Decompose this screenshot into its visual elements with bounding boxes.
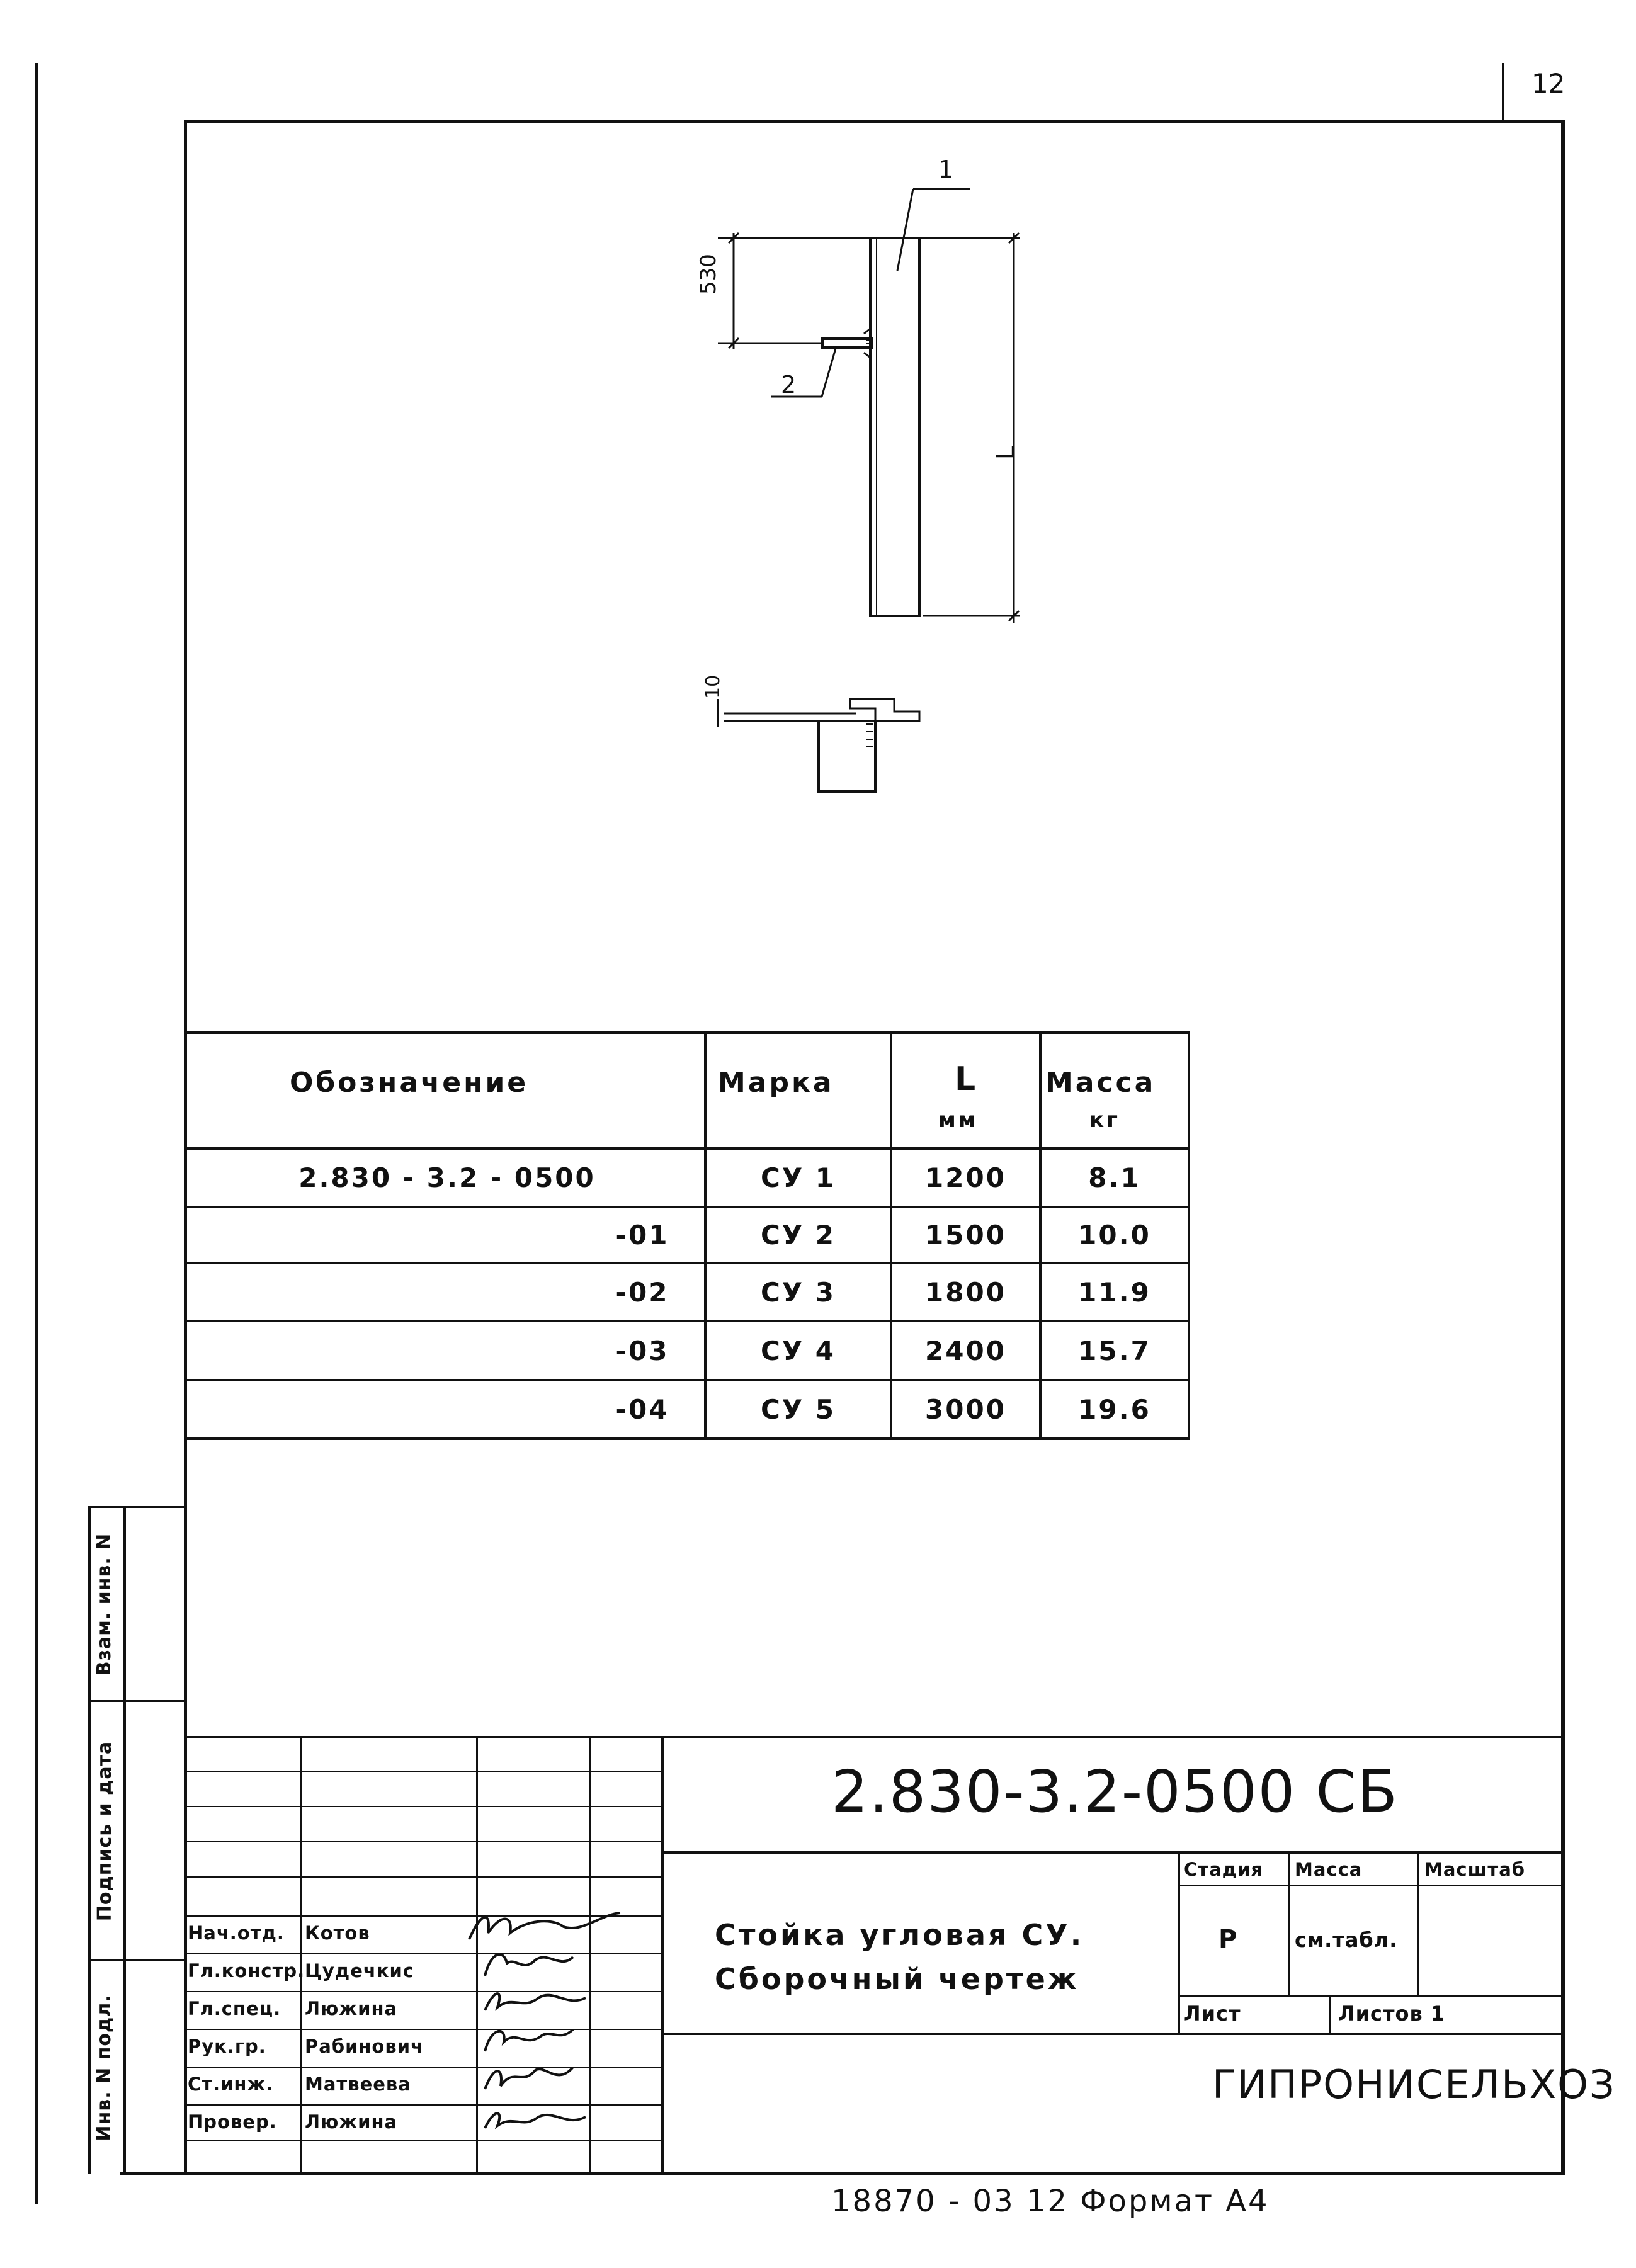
label-sheets: Листов 1 xyxy=(1338,2002,1446,2026)
row-5-designation: -04 xyxy=(615,1393,669,1425)
row-5-mark: СУ 5 xyxy=(760,1393,836,1425)
dimension-530: 530 xyxy=(696,254,721,295)
bracket-part-2 xyxy=(822,339,872,348)
assembly-drawing xyxy=(680,145,1058,812)
row-3-mass: 11.9 xyxy=(1078,1277,1151,1308)
side-podpis-data: Подпись и дата xyxy=(93,1740,116,1922)
row-4-designation: -03 xyxy=(615,1335,669,1366)
row-2-designation: -01 xyxy=(615,1220,669,1250)
role-6: Провер. xyxy=(188,2111,277,2133)
row-2-mark: СУ 2 xyxy=(760,1220,836,1250)
row-5-mass: 19.6 xyxy=(1078,1393,1151,1425)
title-line-2: Сборочный чертеж xyxy=(715,1962,1079,1996)
name-2: Цудечкис xyxy=(305,1960,414,1982)
row-3-length: 1800 xyxy=(925,1277,1006,1308)
value-stage: Р xyxy=(1218,1925,1238,1954)
document-number: 2.830-3.2-0500 СБ xyxy=(831,1758,1399,1825)
name-6: Люжина xyxy=(305,2111,398,2133)
label-stage: Стадия xyxy=(1184,1859,1264,1880)
row-4-mark: СУ 4 xyxy=(760,1335,836,1366)
signature-2 xyxy=(479,1944,579,1983)
header-length-unit: мм xyxy=(938,1108,979,1133)
header-mass: Масса xyxy=(1045,1067,1156,1099)
signature-3 xyxy=(479,1982,592,2021)
row-1-mark: СУ 1 xyxy=(760,1162,836,1193)
name-1: Котов xyxy=(305,1922,370,1944)
role-3: Гл.спец. xyxy=(188,1998,281,2019)
value-mass: см.табл. xyxy=(1295,1928,1398,1952)
header-designation: Обозначение xyxy=(290,1067,529,1099)
title-line-1: Стойка угловая СУ. xyxy=(715,1918,1084,1952)
footer-stamp: 18870 - 03 12 Формат А4 xyxy=(831,2184,1270,2219)
name-4: Рабинович xyxy=(305,2036,424,2057)
role-2: Гл.констр. xyxy=(188,1960,305,1982)
signature-6 xyxy=(479,2103,592,2138)
signature-5 xyxy=(479,2058,579,2097)
row-1-mass: 8.1 xyxy=(1088,1162,1141,1193)
header-mark: Марка xyxy=(718,1067,834,1099)
frame-top xyxy=(184,120,1564,123)
left-margin-line xyxy=(35,63,38,2204)
row-4-mass: 15.7 xyxy=(1078,1335,1151,1366)
name-5: Матвеева xyxy=(305,2073,411,2095)
header-length: L xyxy=(955,1060,979,1098)
role-5: Ст.инж. xyxy=(188,2073,274,2095)
name-3: Люжина xyxy=(305,1998,398,2019)
signature-1 xyxy=(463,1908,633,1947)
frame-bottom xyxy=(120,2172,1565,2175)
label-mass: Масса xyxy=(1295,1859,1363,1880)
page-number: 12 xyxy=(1531,68,1565,99)
side-vzam-inv: Взам. инв. N xyxy=(93,1533,115,1676)
row-3-designation: -02 xyxy=(615,1277,669,1308)
label-scale: Масштаб xyxy=(1424,1859,1526,1880)
row-1-length: 1200 xyxy=(925,1162,1006,1193)
row-5-length: 3000 xyxy=(925,1393,1006,1425)
role-4: Рук.гр. xyxy=(188,2036,266,2057)
role-1: Нач.отд. xyxy=(188,1922,285,1944)
callout-2: 2 xyxy=(781,371,797,399)
label-sheet: Лист xyxy=(1184,2002,1241,2026)
row-4-length: 2400 xyxy=(925,1335,1006,1366)
side-inv-podl: Инв. N подл. xyxy=(93,1994,115,2141)
header-mass-unit: кг xyxy=(1089,1108,1120,1133)
row-2-length: 1500 xyxy=(925,1220,1006,1250)
dimension-10: 10 xyxy=(702,674,724,699)
page-number-box-left xyxy=(1502,63,1504,121)
organization: ГИПРОНИСЕЛЬХОЗ xyxy=(1212,2061,1616,2107)
dimension-l: L xyxy=(992,446,1020,460)
frame-right xyxy=(1561,120,1565,2175)
callout-1: 1 xyxy=(938,156,954,183)
corner-post-part-1 xyxy=(870,238,919,616)
row-3-mark: СУ 3 xyxy=(760,1277,836,1308)
signature-4 xyxy=(479,2020,579,2059)
row-2-mass: 10.0 xyxy=(1078,1220,1151,1250)
row-1-designation: 2.830 - 3.2 - 0500 xyxy=(298,1162,596,1193)
